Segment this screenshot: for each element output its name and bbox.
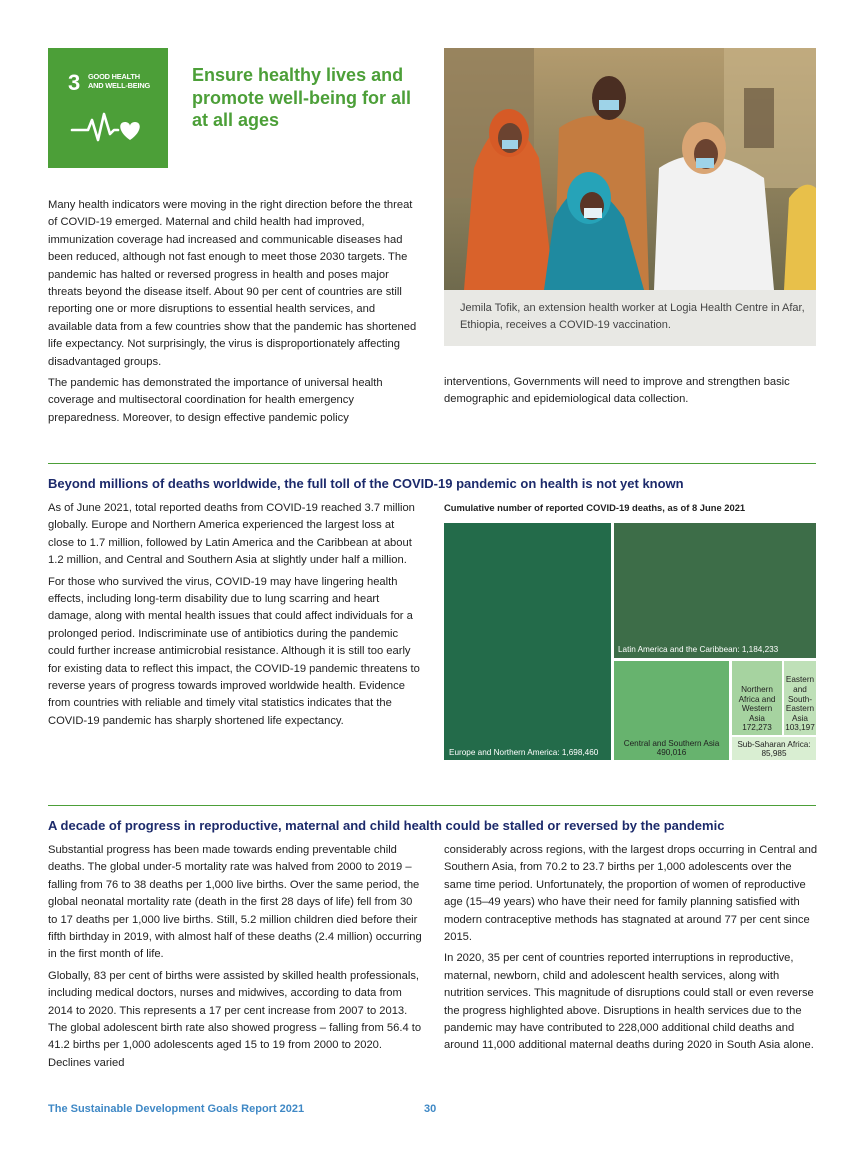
section-2-rule — [48, 805, 816, 806]
sdg-number: 3 — [68, 70, 81, 95]
treemap-cell-latin-america-caribbean — [614, 523, 816, 658]
treemap-title: Cumulative number of reported COVID-19 deaths, as of 8 June 2021 — [444, 502, 746, 513]
photo-caption: Jemila Tofik, an extension health worker at Logia Health Centre in Afar, Ethiopia, receives a COVID-19 vaccination. — [460, 302, 805, 331]
sdg-label-line1: GOOD HEALTH — [88, 72, 140, 81]
treemap-label-latin-america-caribbean: Latin America and the Caribbean: 1,184,233 — [618, 645, 779, 655]
section-2-column-right — [444, 842, 818, 1059]
treemap-cell-northern-africa-western-asia — [732, 661, 782, 735]
intro-column-right — [444, 374, 818, 413]
treemap-label-northern-africa-western-asia: Northern Africa and Western Asia 172,273 — [738, 685, 776, 733]
treemap-cell-sub-saharan-africa — [732, 737, 816, 760]
section-1-paragraph-1: As of June 2021, total reported deaths from COVID-19 reached 3.7 million globally. Europe and Northern America experienced the largest loss at close to 1.7 million, followed by Latin America and the Caribbean at about 1.2 million, and Central and Southern Asia at slightly under half a million. — [48, 502, 415, 567]
treemap-chart — [444, 523, 816, 760]
treemap-cell-central-southern-asia — [614, 661, 729, 760]
section-2-paragraph-2-continued: considerably across regions, with the largest drops occurring in Central and Southern Asia, from 70.2 to 23.7 births per 1,000 adolescents over the same time period. Unfortunately, the proportion of women of reproductive age (15–49 years) who have their need for family planning satisfied with modern contraceptive methods has stagnated at around 77 per cent since 2015. — [444, 844, 818, 944]
intro-column-left — [48, 197, 422, 431]
section-1-rule — [48, 463, 816, 464]
heartbeat-heart-icon — [70, 110, 146, 144]
treemap-label-central-southern-asia: Central and Southern Asia 490,016 — [623, 738, 720, 758]
intro-paragraph-2: The pandemic has demonstrated the importance of universal health coverage and multisectoral coordination for health emergency preparedness. Moreover, to design effective pandemic policy — [48, 377, 383, 424]
treemap-label-europe-northern-america: Europe and Northern America: 1,698,460 — [449, 748, 599, 758]
footer-page-number: 30 — [424, 1103, 437, 1115]
treemap-cell-eastern-south-eastern-asia — [784, 661, 816, 735]
section-1-paragraph-2: For those who survived the virus, COVID-19 may have lingering health effects, including long-term disability due to lung scarring and heart damage, along with mental health issues that could affect individuals for a prolonged period. Indiscriminate use of antibiotics during the pandemic could further increase antimicrobial resistance. Although it is still too early for existing data to reflect this impact, the COVID-19 pandemic threatens to reverse years of progress towards improved worldwide health. Evidence from countries with reliable and timely vital statistics indicates that the COVID-19 pandemic has sharply shortened life expectancy. — [48, 575, 420, 727]
treemap-label-eastern-south-eastern-asia: Eastern and South-Eastern Asia 103,197 — [785, 675, 815, 733]
vaccination-photo-illustration — [444, 48, 816, 290]
footer-report-title: The Sustainable Development Goals Report 2021 — [48, 1103, 305, 1115]
goal-title: Ensure healthy lives and promote well-being for all at all ages — [192, 65, 412, 130]
section-2-paragraph-3: In 2020, 35 per cent of countries reported interruptions in reproductive, maternal, newborn, child and adolescent health services, along with nutrition services. This magnitude of disruptions could stall or even reverse the progress highlighted above. Disruptions in health services due to the pandemic may have contributed to 228,000 additional child deaths and around 11,000 additional maternal deaths during 2020 in South Asia alone. — [444, 952, 814, 1052]
section-1-heading: Beyond millions of deaths worldwide, the full toll of the COVID-19 pandemic on health is not yet known — [48, 476, 684, 491]
vaccination-photo — [444, 48, 816, 290]
intro-paragraph-1: Many health indicators were moving in the right direction before the threat of COVID-19 emerged. Maternal and child health had improved, immunization coverage had increased and communicable diseases had been reduced, although not fast enough to meet those 2030 targets. The pandemic has halted or reversed progress in health and poses major threats beyond the disease itself. About 90 per cent of countries are still reporting one or more disruptions to essential health services, and available data from a few countries show that the pandemic has shortened life expectancy. Not surprisingly, the virus is disproportionately affecting disadvantaged groups. — [48, 199, 417, 368]
section-2-paragraph-1: Substantial progress has been made towards ending preventable child deaths. The global under-5 mortality rate was halved from 2000 to 2019 – falling from 76 to 38 deaths per 1,000 live births. Over the same period, the global neonatal mortality rate (death in the first 28 days of life) fell from 30 to 17 deaths per 1,000 live births. Still, 5.2 million children died before their fifth birthday in 2019, with almost half of these deaths (2.4 million) occurring in the first month of life. — [48, 844, 422, 961]
sdg-3-badge — [48, 48, 168, 168]
section-2-column-left — [48, 842, 422, 1076]
intro-paragraph-2-continued: interventions, Governments will need to improve and strengthen basic demographic and epidemiological data collection. — [444, 376, 790, 406]
sdg-label — [88, 72, 158, 90]
section-1-text — [48, 500, 422, 734]
photo-caption-box — [444, 290, 816, 346]
treemap-cell-europe-northern-america — [444, 523, 611, 760]
treemap-label-sub-saharan-africa: Sub-Saharan Africa: 85,985 — [737, 739, 811, 759]
section-2-heading: A decade of progress in reproductive, maternal and child health could be stalled or reversed by the pandemic — [48, 818, 725, 833]
section-2-paragraph-2: Globally, 83 per cent of births were assisted by skilled health professionals, including medical doctors, nurses and midwives, according to data from 2014 to 2020. This represents a 17 per cent increase from 2007 to 2013. The global adolescent birth rate also showed progress – falling from 56.4 to 41.2 births per 1,000 adolescents aged 15 to 19 from 2000 to 2020. Declines varied — [48, 969, 422, 1069]
sdg-label-line2: AND WELL-BEING — [88, 81, 151, 90]
